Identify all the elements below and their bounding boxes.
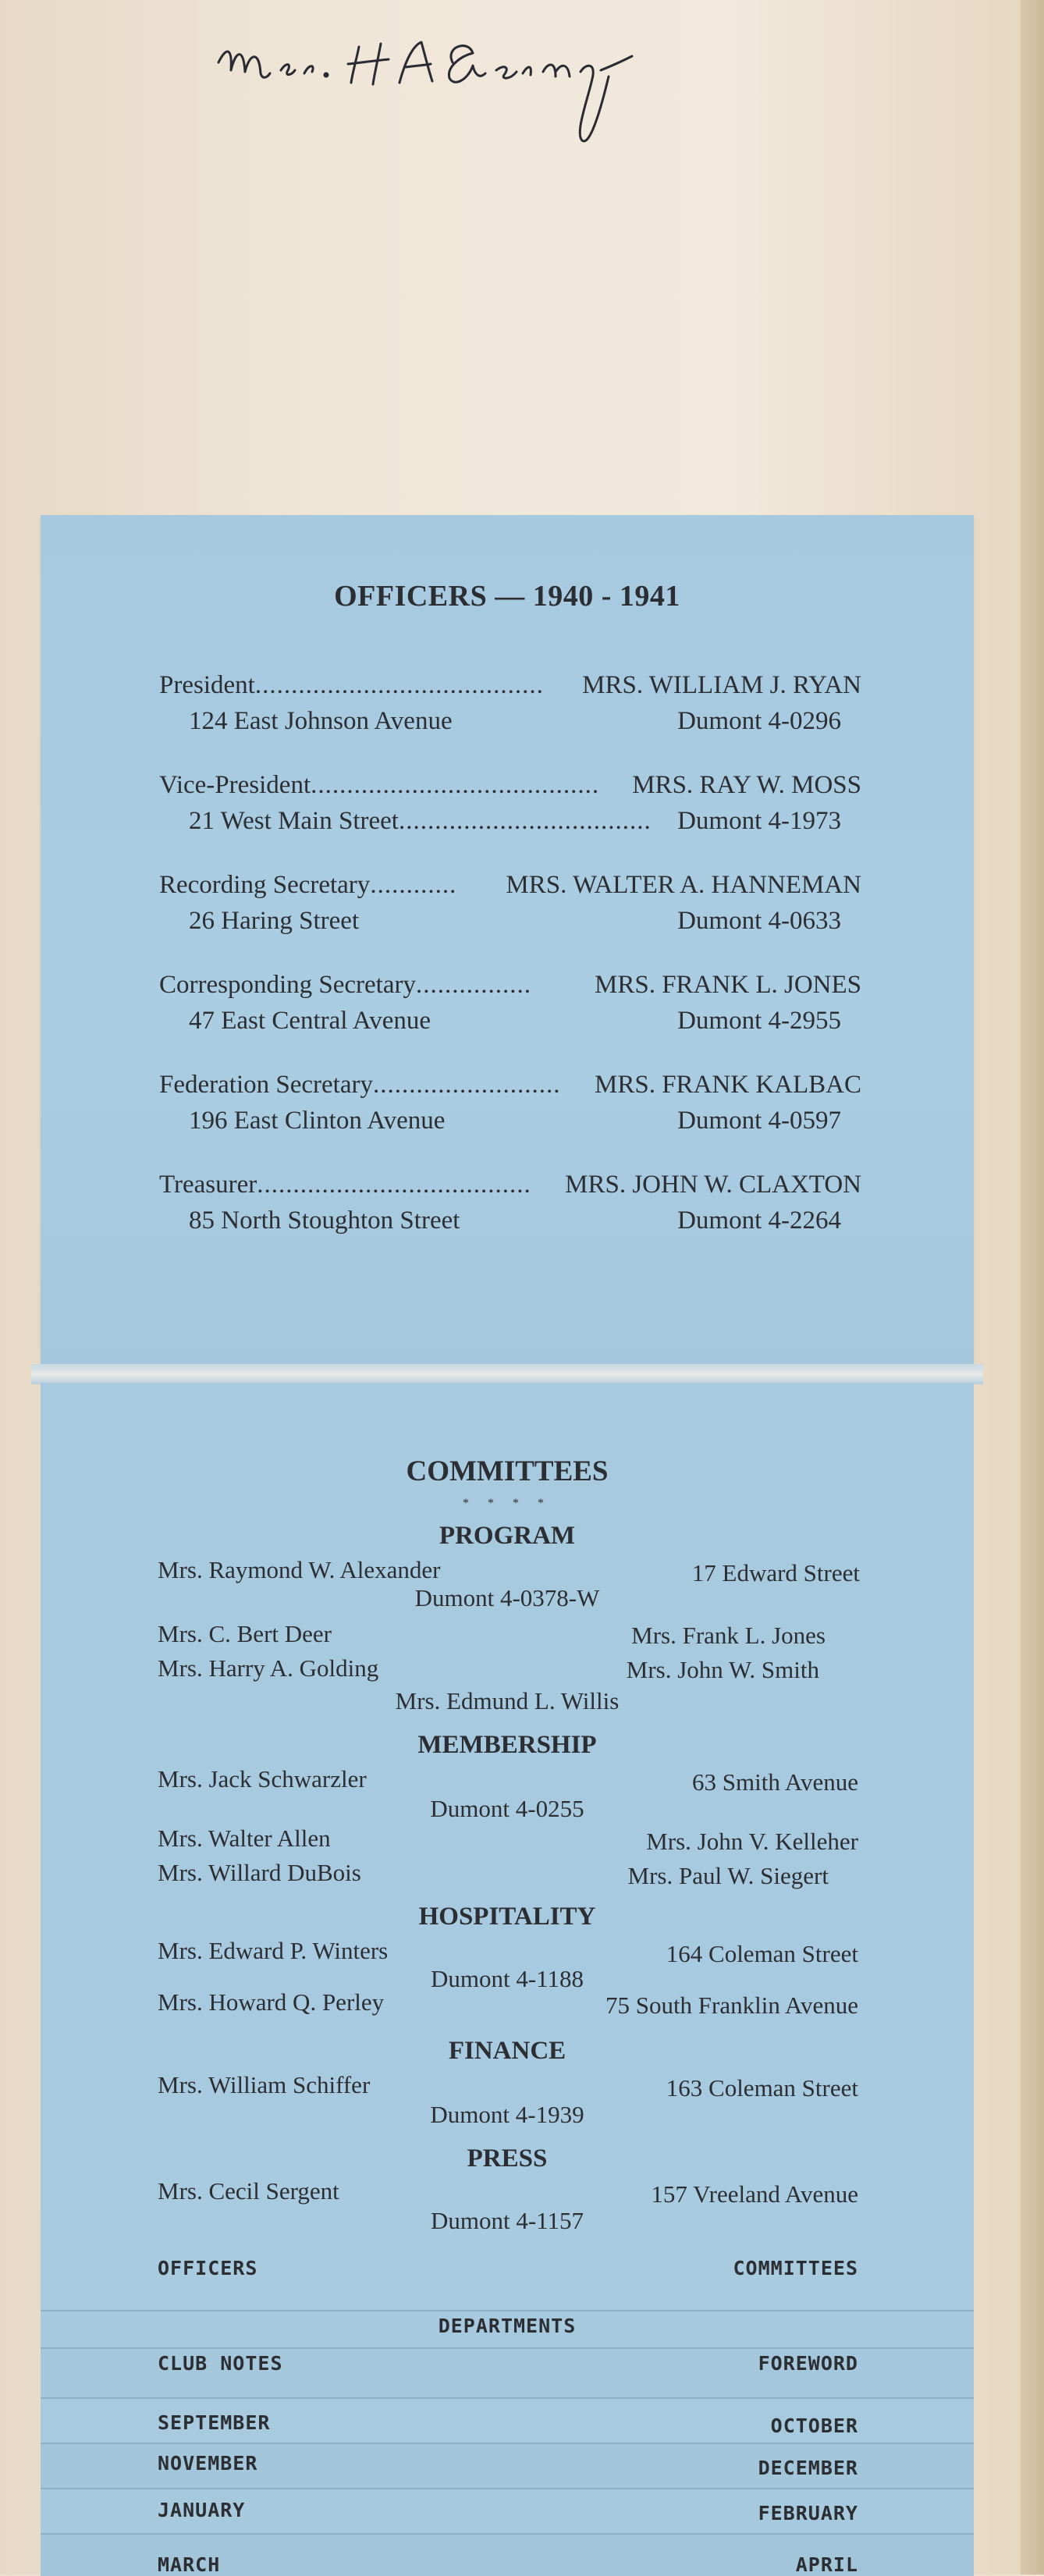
officer-role: Vice-President bbox=[159, 771, 311, 799]
officer-role: Treasurer bbox=[159, 1171, 257, 1199]
membership-chair: Mrs. Jack Schwarzler bbox=[158, 1765, 367, 1793]
program-chair-address: 17 Edward Street bbox=[691, 1559, 860, 1586]
leader-dots: .......................... bbox=[372, 1071, 561, 1099]
tab-foreword[interactable]: FOREWORD bbox=[758, 2352, 858, 2375]
officer-contact bbox=[41, 1203, 974, 1238]
tab-september[interactable]: SEPTEMBER bbox=[158, 2411, 271, 2434]
officers-page bbox=[41, 515, 974, 1366]
membership-member: Mrs. John V. Kelleher bbox=[646, 1828, 858, 1855]
officer-phone: Dumont 4-0296 bbox=[677, 707, 841, 735]
officer-contact bbox=[41, 1103, 974, 1138]
program-member: Mrs. Harry A. Golding bbox=[158, 1654, 379, 1682]
officer-contact bbox=[41, 1004, 974, 1038]
tab-february[interactable]: FEBRUARY bbox=[758, 2502, 858, 2524]
officer-address: 26 Haring Street bbox=[189, 907, 360, 935]
page-fold bbox=[31, 1364, 983, 1384]
officer-name: MRS. WALTER A. HANNEMAN bbox=[506, 871, 861, 899]
hospitality-chair: Mrs. Edward P. Winters bbox=[158, 1937, 389, 1964]
press-chair-phone: Dumont 4-1157 bbox=[430, 2207, 584, 2234]
decorative-stars: * * * * bbox=[463, 1497, 552, 1510]
membership-chair-phone: Dumont 4-0255 bbox=[430, 1795, 584, 1822]
membership-member: Mrs. Willard DuBois bbox=[158, 1859, 361, 1886]
officer-address: 196 East Clinton Avenue bbox=[189, 1107, 446, 1135]
officer-name: MRS. FRANK KALBAC bbox=[595, 1071, 861, 1099]
officer-phone: Dumont 4-1973 bbox=[677, 807, 841, 835]
officer-address: 47 East Central Avenue bbox=[189, 1007, 431, 1035]
tab-club-notes[interactable]: CLUB NOTES bbox=[158, 2352, 283, 2375]
hospitality-member: Mrs. Howard Q. Perley bbox=[158, 1988, 385, 2016]
program-chair-phone: Dumont 4-0378-W bbox=[414, 1584, 600, 1611]
program-heading: PROGRAM bbox=[439, 1522, 576, 1550]
committees-title: COMMITTEES bbox=[406, 1455, 609, 1487]
membership-heading: MEMBERSHIP bbox=[417, 1731, 597, 1759]
leader-dots: ........................................ bbox=[311, 771, 600, 799]
leader-dots: ................ bbox=[416, 971, 531, 999]
officer-role: Federation Secretary bbox=[159, 1071, 373, 1099]
hospitality-member-address: 75 South Franklin Avenue bbox=[605, 1992, 858, 2019]
officer-role: Corresponding Secretary bbox=[159, 971, 416, 999]
press-chair: Mrs. Cecil Sergent bbox=[158, 2177, 339, 2205]
tab-april[interactable]: APRIL bbox=[795, 2553, 858, 2576]
officer-entry bbox=[41, 1167, 974, 1202]
officer-entry bbox=[41, 968, 974, 1002]
officer-contact bbox=[41, 704, 974, 738]
officer-phone: Dumont 4-0597 bbox=[677, 1107, 841, 1135]
handwritten-signature bbox=[195, 16, 694, 156]
tab-officers[interactable]: OFFICERS bbox=[158, 2257, 258, 2279]
officer-entry bbox=[41, 768, 974, 802]
program-member: Mrs. Edmund L. Willis bbox=[395, 1687, 620, 1714]
tab-december[interactable]: DECEMBER bbox=[758, 2457, 858, 2479]
officer-role: Recording Secretary bbox=[159, 871, 371, 899]
officers-title: OFFICERS — 1940 - 1941 bbox=[334, 580, 680, 613]
officer-name: MRS. WILLIAM J. RYAN bbox=[582, 671, 861, 699]
tab-row-march bbox=[41, 2533, 974, 2576]
membership-member: Mrs. Walter Allen bbox=[158, 1825, 331, 1852]
tab-january[interactable]: JANUARY bbox=[158, 2499, 246, 2521]
tab-row-officers bbox=[41, 2255, 974, 2310]
officer-contact bbox=[41, 804, 974, 838]
tab-row-club-notes bbox=[41, 2347, 974, 2399]
officer-address: 85 North Stoughton Street bbox=[189, 1206, 460, 1235]
officer-address: 124 East Johnson Avenue bbox=[189, 707, 453, 735]
tab-november[interactable]: NOVEMBER bbox=[158, 2452, 258, 2475]
officer-entry bbox=[41, 868, 974, 902]
tab-row-january bbox=[41, 2488, 974, 2535]
officer-entry bbox=[41, 1068, 974, 1102]
officer-phone: Dumont 4-2264 bbox=[677, 1206, 841, 1235]
finance-chair: Mrs. William Schiffer bbox=[158, 2071, 371, 2098]
membership-member: Mrs. Paul W. Siegert bbox=[627, 1862, 829, 1889]
officer-name: MRS. RAY W. MOSS bbox=[632, 771, 861, 799]
hospitality-chair-phone: Dumont 4-1188 bbox=[430, 1965, 584, 1992]
leader-dots: ............ bbox=[370, 871, 457, 899]
finance-heading: FINANCE bbox=[448, 2037, 566, 2065]
hospitality-chair-address: 164 Coleman Street bbox=[666, 1940, 858, 1967]
officer-phone: Dumont 4-0633 bbox=[677, 907, 841, 935]
tab-committees[interactable]: COMMITTEES bbox=[733, 2257, 858, 2279]
program-chair: Mrs. Raymond W. Alexander bbox=[158, 1556, 441, 1583]
leader-dots: ................................... bbox=[398, 807, 652, 835]
program-member: Mrs. Frank L. Jones bbox=[631, 1622, 826, 1649]
hospitality-heading: HOSPITALITY bbox=[418, 1903, 596, 1931]
tab-march[interactable]: MARCH bbox=[158, 2553, 221, 2576]
tab-october[interactable]: OCTOBER bbox=[770, 2414, 858, 2437]
press-heading: PRESS bbox=[467, 2144, 548, 2173]
officer-name: MRS. JOHN W. CLAXTON bbox=[565, 1171, 861, 1199]
leader-dots: ........................................ bbox=[254, 671, 544, 699]
tab-row-departments bbox=[41, 2310, 974, 2350]
press-chair-address: 157 Vreeland Avenue bbox=[651, 2180, 858, 2208]
membership-chair-address: 63 Smith Avenue bbox=[692, 1768, 858, 1796]
finance-chair-address: 163 Coleman Street bbox=[666, 2074, 858, 2102]
tab-row-september bbox=[41, 2397, 974, 2444]
officer-role: President bbox=[159, 671, 255, 699]
officer-address: 21 West Main Street bbox=[189, 807, 399, 835]
officer-contact bbox=[41, 904, 974, 938]
officer-phone: Dumont 4-2955 bbox=[677, 1007, 841, 1035]
leader-dots: ...................................... bbox=[257, 1171, 531, 1199]
tab-departments[interactable]: DEPARTMENTS bbox=[438, 2315, 577, 2337]
officer-name: MRS. FRANK L. JONES bbox=[595, 971, 861, 999]
program-member: Mrs. John W. Smith bbox=[626, 1656, 819, 1683]
finance-chair-phone: Dumont 4-1939 bbox=[430, 2101, 584, 2128]
tab-row-november bbox=[41, 2443, 974, 2489]
cover-edge bbox=[1021, 0, 1044, 2574]
officer-entry bbox=[41, 668, 974, 702]
program-member: Mrs. C. Bert Deer bbox=[158, 1620, 332, 1647]
